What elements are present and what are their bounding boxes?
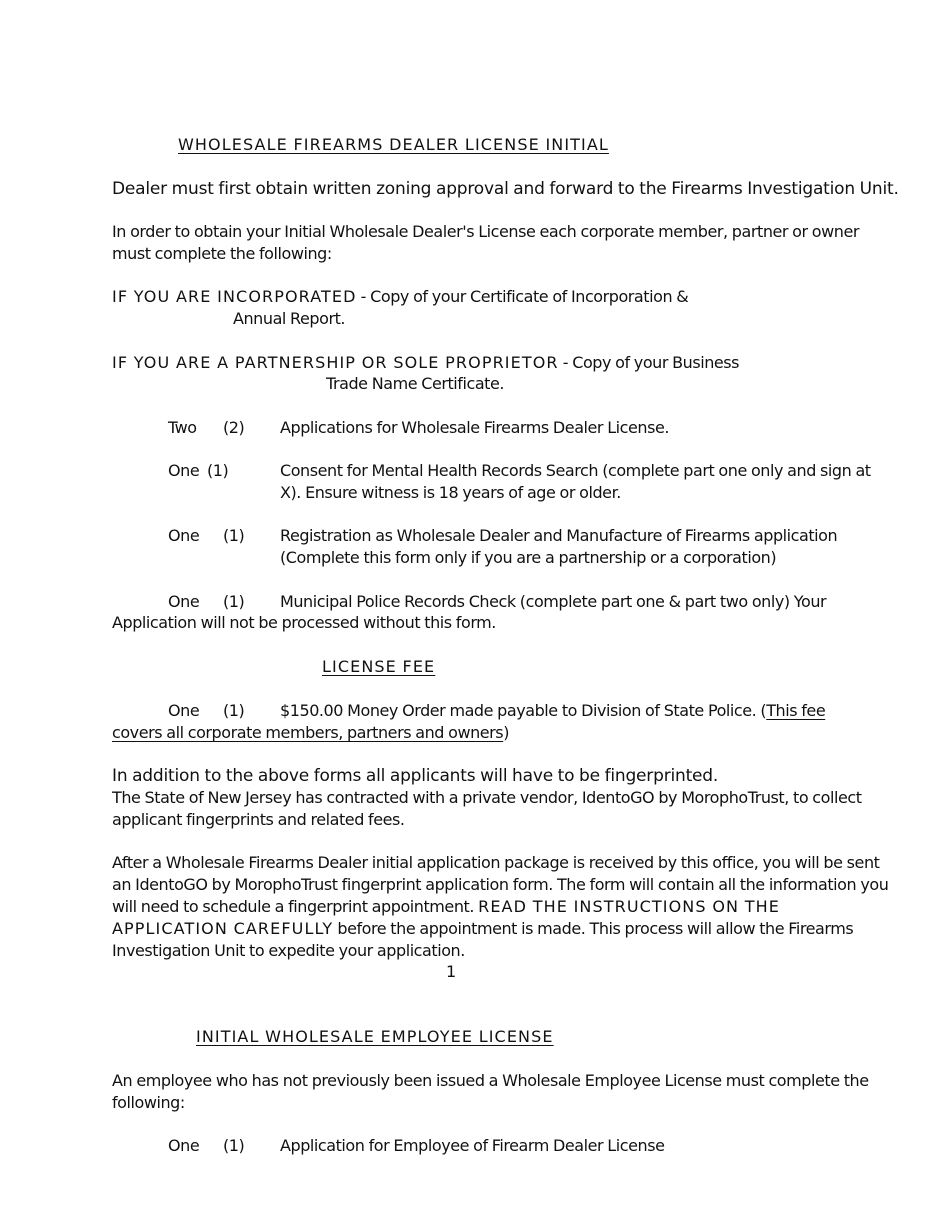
requirement-text: Applications for Wholesale Firearms Dealer License. xyxy=(280,418,670,437)
page-number: 1 xyxy=(446,962,456,981)
requirement-qty: One xyxy=(168,526,200,545)
requirement-num: (1) xyxy=(223,526,245,545)
process-instructions-caps: READ THE INSTRUCTIONS ON THE APPLICATION CAREFULLY xyxy=(112,897,780,938)
employee-qty: One xyxy=(168,1136,200,1155)
fee-text xyxy=(280,700,825,722)
requirement-text-cont: Application will not be processed without this form. xyxy=(112,613,496,632)
license-fee-heading: LICENSE FEE xyxy=(322,657,436,676)
fee-note-start: This fee xyxy=(766,701,826,720)
requirement-text: Registration as Wholesale Dealer and Manufacture of Firearms application xyxy=(280,526,838,545)
fee-note-line xyxy=(112,722,509,744)
partnership-cont: Trade Name Certificate. xyxy=(326,374,505,393)
fee-amount-text: $150.00 Money Order made payable to Division of State Police. ( xyxy=(280,701,767,720)
requirement-num: (1) xyxy=(207,461,229,480)
fee-num: (1) xyxy=(223,701,245,720)
fingerprint-process-paragraph xyxy=(112,852,892,962)
requirement-qty: One xyxy=(168,592,200,611)
fingerprint-vendor-paragraph: The State of New Jersey has contracted with a private vendor, IdentoGO by MorophoTrust, to collect applicant fingerprints and related fees. xyxy=(112,788,862,829)
incorporated-text: - Copy of your Certificate of Incorporation & xyxy=(356,287,689,306)
requirement-num: (2) xyxy=(223,418,245,437)
zoning-note: Dealer must first obtain written zoning approval and forward to the Firearms Investigation Unit. xyxy=(112,179,899,199)
process-text-end: before the appointment is made. This process will allow the Firearms Investigation Unit to expedite your application. xyxy=(112,919,854,960)
employee-requirement-text: Application for Employee of Firearm Dealer License xyxy=(280,1136,665,1155)
partnership-text: - Copy of your Business xyxy=(558,353,740,372)
fee-note-end: covers all corporate members, partners and owners xyxy=(112,723,504,742)
employee-license-heading: INITIAL WHOLESALE EMPLOYEE LICENSE xyxy=(196,1027,554,1046)
requirement-text-cont: X). Ensure witness is 18 years of age or older. xyxy=(280,483,621,502)
requirement-num: (1) xyxy=(223,592,245,611)
requirement-text-cont: (Complete this form only if you are a partnership or a corporation) xyxy=(280,548,777,567)
requirement-qty: One xyxy=(168,461,200,480)
requirement-text: Municipal Police Records Check (complete part one & part two only) Your xyxy=(280,592,827,611)
employee-num: (1) xyxy=(223,1136,245,1155)
fee-qty: One xyxy=(168,701,200,720)
employee-intro: An employee who has not previously been issued a Wholesale Employee License must complete the following: xyxy=(112,1071,869,1112)
requirement-text: Consent for Mental Health Records Search (complete part one only and sign at xyxy=(280,461,871,480)
fee-note-close: ) xyxy=(503,723,509,742)
incorporated-cont: Annual Report. xyxy=(233,309,346,328)
fingerprint-requirement: In addition to the above forms all applicants will have to be fingerprinted. xyxy=(112,766,719,786)
process-text-start: After a Wholesale Firearms Dealer initial application package is received by this office, you will be sent an IdentoGO by MorophoTrust fingerprint application form. The form will contain all the information you will need to schedule a fingerprint appointment. xyxy=(112,853,889,916)
partnership-line xyxy=(112,352,739,374)
page-title: WHOLESALE FIREARMS DEALER LICENSE INITIAL xyxy=(178,135,609,154)
requirement-qty: Two xyxy=(168,418,197,437)
partnership-label: IF YOU ARE A PARTNERSHIP OR SOLE PROPRIETOR xyxy=(112,353,559,372)
incorporated-label: IF YOU ARE INCORPORATED xyxy=(112,287,357,306)
intro-paragraph: In order to obtain your Initial Wholesale Dealer's License each corporate member, partner or owner must complete the following: xyxy=(112,222,859,263)
incorporated-line xyxy=(112,286,688,308)
